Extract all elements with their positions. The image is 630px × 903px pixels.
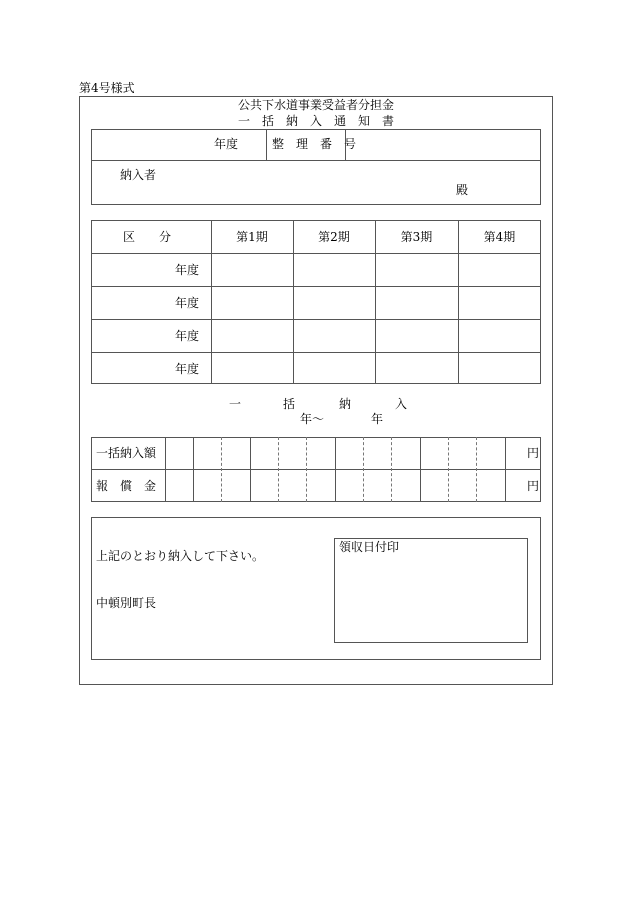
header-col-line — [266, 129, 267, 160]
schedule-col-line — [211, 220, 212, 384]
lump-sum-heading-char: 納 — [339, 397, 352, 411]
year-label: 年度 — [214, 137, 239, 151]
schedule-col-line — [458, 220, 459, 384]
schedule-col-line — [293, 220, 294, 384]
schedule-row-line — [91, 352, 541, 353]
category-header: 区 分 — [123, 230, 172, 244]
row-year-label: 年度 — [175, 362, 200, 376]
ref-number-field[interactable] — [347, 131, 539, 158]
ref-number-label: 整 理 番 号 — [272, 137, 357, 151]
period-header: 第1期 — [236, 230, 268, 244]
amount-digit-line — [505, 437, 506, 502]
honorific: 殿 — [456, 183, 469, 197]
row-year-label: 年度 — [175, 296, 200, 310]
schedule-row-line — [91, 319, 541, 320]
period-header: 第4期 — [483, 230, 516, 244]
lump-sum-heading-char: 一 — [229, 397, 242, 411]
lump-sum-amount-label: 一括納入額 — [96, 446, 157, 460]
lump-sum-amount-field[interactable] — [166, 438, 504, 468]
form-title: 公共下水道事業受益者分担金 — [237, 98, 394, 112]
lump-sum-heading-char: 括 — [283, 397, 296, 411]
issuer-name: 中頓別町長 — [96, 596, 157, 610]
form-number: 第4号様式 — [79, 81, 135, 95]
currency-unit: 円 — [527, 446, 540, 460]
schedule-col-line — [375, 220, 376, 384]
reward-label: 報 償 金 — [96, 479, 157, 493]
form-subtitle: 一 括 納 入 通 知 書 — [237, 114, 394, 128]
instruction-text: 上記のとおり納入して下さい。 — [96, 549, 265, 563]
lump-sum-heading-char: 入 — [395, 397, 408, 411]
row-year-label: 年度 — [175, 263, 200, 277]
schedule-row-line — [91, 286, 541, 287]
receipt-stamp-label: 領収日付印 — [339, 540, 400, 554]
currency-unit: 円 — [527, 479, 540, 493]
payer-field[interactable] — [165, 166, 445, 200]
payer-label: 納入者 — [120, 168, 157, 182]
lump-sum-range-from: 年〜 — [300, 412, 325, 426]
lump-sum-range-to: 年 — [371, 412, 384, 426]
period-header: 第3期 — [400, 230, 433, 244]
schedule-table — [91, 220, 541, 384]
period-header: 第2期 — [318, 230, 350, 244]
header-divider — [91, 160, 541, 161]
row-year-label: 年度 — [175, 329, 200, 343]
schedule-row-line — [91, 253, 541, 254]
reward-amount-field[interactable] — [166, 470, 504, 501]
